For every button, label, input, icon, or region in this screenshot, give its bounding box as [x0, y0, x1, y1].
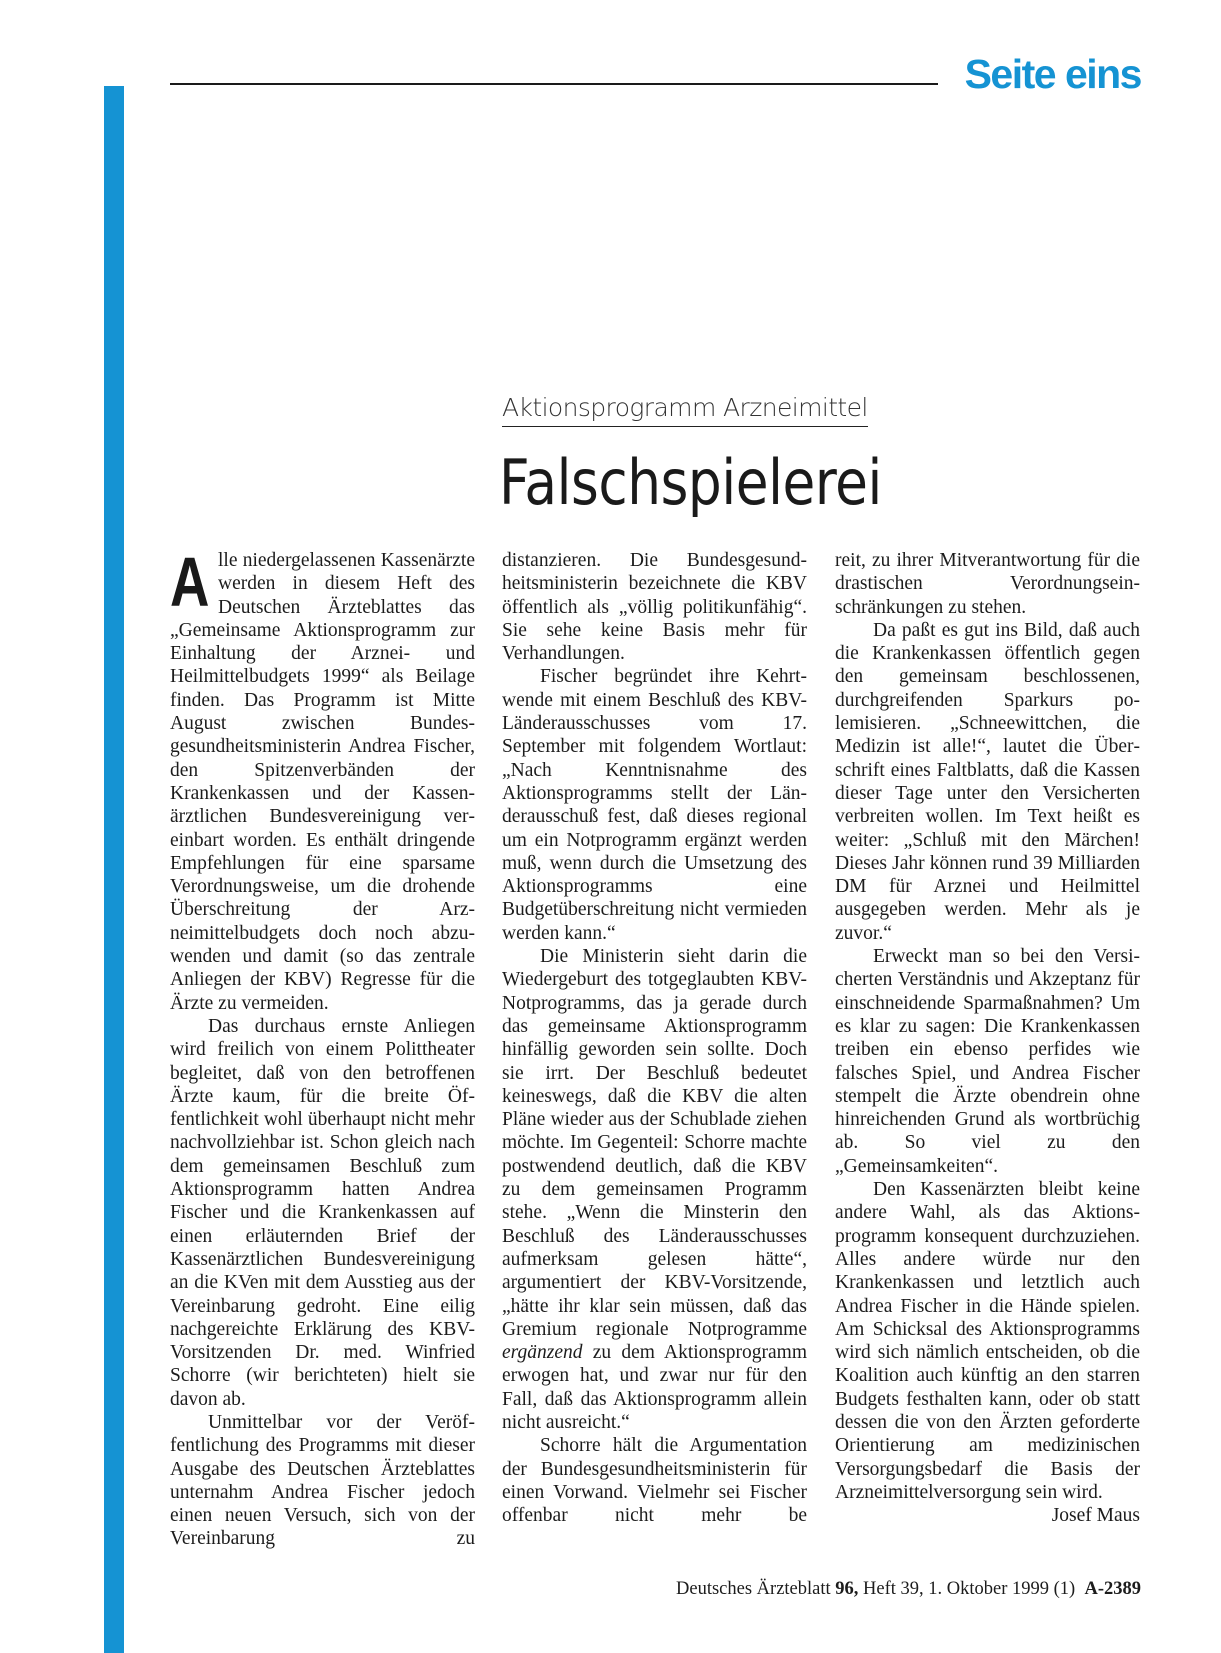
issue-date: Heft 39, 1. Oktober 1999 (1) — [863, 1579, 1076, 1599]
section-label: Seite eins — [964, 51, 1141, 97]
article-paragraph: Das durchaus ernste Anliegen wird freilich von einem Polittheater begleitet, daß von den betroffenen Ärzte kaum, für die breite Öffentlichkeit wohl überhaupt nicht mehr nachvollziehbar ist. Schon gleich nach dem gemeinsamen Beschluß zum Aktionsprogramm hatten Andrea Fischer und die Krankenkassen auf einen erläuternden Brief der Kassenärztlichen Bundesvereinigung an die KVen mit dem Ausstieg aus der Vereinbarung gedroht. Eine eilig nachgereichte Erklärung des KBV-Vorsitzenden Dr. med. Winfried Schorre (wir berichteten) hielt sie davon ab. — [170, 1015, 475, 1410]
article-paragraph: Schorre hält die Argumentation der Bundesgesundheitsministerin für einen Vorwand. Vielmehr sei Fischer offenbar nicht mehr be — [502, 1435, 807, 1527]
author-signature: Josef Maus — [1051, 1505, 1140, 1527]
article-paragraph: Unmittelbar vor der Veröffentlichung des Programms mit dieser Ausgabe des Deutschen Ärzteblattes unternahm Andrea Fischer jedoch einen neuen Versuch, sich von der Vereinbarung zu — [170, 1411, 475, 1550]
paragraph-text: Die Ministerin sieht darin die Wiedergeburt des totgeglaubten KBV-Notprogramms, das ja gerade durch das gemeinsame Aktionsprogramm hinfällig geworden sein sollte. Doch sie irrt. Der Beschluß bedeutet keineswegs, daß die KBV die alten Pläne wieder aus der Schublade ziehen möchte. Im Gegenteil: Schorre machte postwendend deutlich, daß die KBV zu dem gemeinsamen Programm stehe. „Wenn die Minsterin den Beschluß des Länderausschusses aufmerksam gelesen hätte“, argumentiert der KBV-Vorsitzende, „hätte ihr klar sein müssen, daß das Gremium regionale Notprogramme — [502, 946, 807, 1340]
article-paragraph — [502, 945, 807, 1434]
page-footer — [676, 1579, 1141, 1600]
page-number: A-2389 — [1084, 1579, 1141, 1599]
article-paragraph: Da paßt es gut ins Bild, daß auch die Krankenkassen öffentlich gegen den gemeinsam beschlossenen, durchgreifenden Sparkurs polemisieren. „Schneewittchen, die Medizin ist alle!“, lautet die Überschrift eines Faltblatts, daß die Kassen dieser Tage unter den Versicherten verbreiten wollen. Im Text heißt es weiter: „Schluß mit den Märchen! Dieses Jahr können rund 39 Milliarden DM für Arznei und Heilmittel ausgegeben werden. Mehr als je zuvor.“ — [835, 619, 1140, 944]
emphasis-text: ergänzend — [502, 1342, 583, 1364]
article-column-2 — [502, 549, 807, 1527]
article-kicker: Aktionsprogramm Arzneimittel — [502, 393, 868, 427]
article-paragraph: Erweckt man so bei den Versicherten Verständnis und Akzeptanz für einschneidende Sparmaßnahmen? Um es klar zu sagen: Die Krankenkassen treiben ein ebenso perfides wie falsches Spiel, und Andrea Fischer stempelt die Ärzte obendrein ohne hinreichenden Grund als wortbrüchig ab. So viel zu den „Gemeinsamkeiten“. — [835, 946, 1140, 1177]
article-paragraph: Fischer begründet ihre Kehrtwende mit einem Beschluß des KBV-Länderausschusses vom 17. September mit folgendem Wortlaut: „Nach Kenntnisnahme des Aktionsprogramms stellt der Länderausschuß fest, daß dieses regional um ein Notprogramm ergänzt werden muß, wenn durch die Umsetzung des Aktionsprogramms eine Budgetüberschreitung nicht vermieden werden kann.“ — [502, 666, 807, 944]
header-rule — [170, 83, 938, 85]
accent-side-bar — [104, 86, 124, 1653]
journal-volume: 96, — [835, 1579, 859, 1599]
article-paragraph — [170, 543, 475, 1015]
drop-cap: A — [170, 543, 210, 621]
article-column-1 — [170, 543, 475, 1551]
article-column-3 — [835, 549, 1140, 1527]
article-headline: Falschspielerei — [499, 446, 882, 519]
paragraph-text: lle niedergelassenen Kassenärzte werden in diesem Heft des Deutschen Ärzteblattes das „Gemeinsame Aktionsprogramm zur Einhaltung der Arznei- und Heilmittelbudgets 1999“ als Beilage finden. Das Programm ist Mitte August zwischen Bundesgesundheitsministerin Andrea Fischer, den Spitzenverbänden der Krankenkassen und der Kassenärztlichen Bundesvereinigung vereinbart worden. Es enthält dringende Empfehlungen für eine sparsame Verordnungsweise, um die drohende Überschreitung der Arzneimittelbudgets doch noch abzuwenden und damit (so das zentrale Anliegen der KBV) Regresse für die Ärzte zu vermeiden. — [170, 550, 475, 1014]
paragraph-text: zu dem Aktionsprogramm erwogen hat, und zwar nur für den Fall, daß das Aktionsprogramm allein nicht ausreicht.“ — [502, 1342, 808, 1433]
article-paragraph — [835, 1178, 1140, 1527]
journal-name: Deutsches Ärzteblatt — [676, 1579, 831, 1599]
article-paragraph: reit, zu ihrer Mitverantwortung für die drastischen Verordnungseinschränkungen zu stehen. — [835, 550, 1140, 618]
article-paragraph: distanzieren. Die Bundesgesundheitsministerin bezeichnete die KBV öffentlich als „völlig politikunfähig“. Sie sehe keine Basis mehr für Verhandlungen. — [502, 550, 807, 665]
paragraph-text: Den Kassenärzten bleibt keine andere Wahl, als das Aktionsprogramm konsequent durchzuziehen. Alles andere würde nur den Krankenkassen und letztlich auch Andrea Fischer in die Hände spielen. Am Schicksal des Aktionsprogramms wird sich nämlich entscheiden, ob die Koalition auch künftig an den starren Budgets festhalten kann, oder ob statt dessen die von den Ärzten geforderte Orientierung am medizinischen Versorgungsbedarf die Basis der Arzneimittelversorgung sein wird. — [835, 1179, 1140, 1503]
